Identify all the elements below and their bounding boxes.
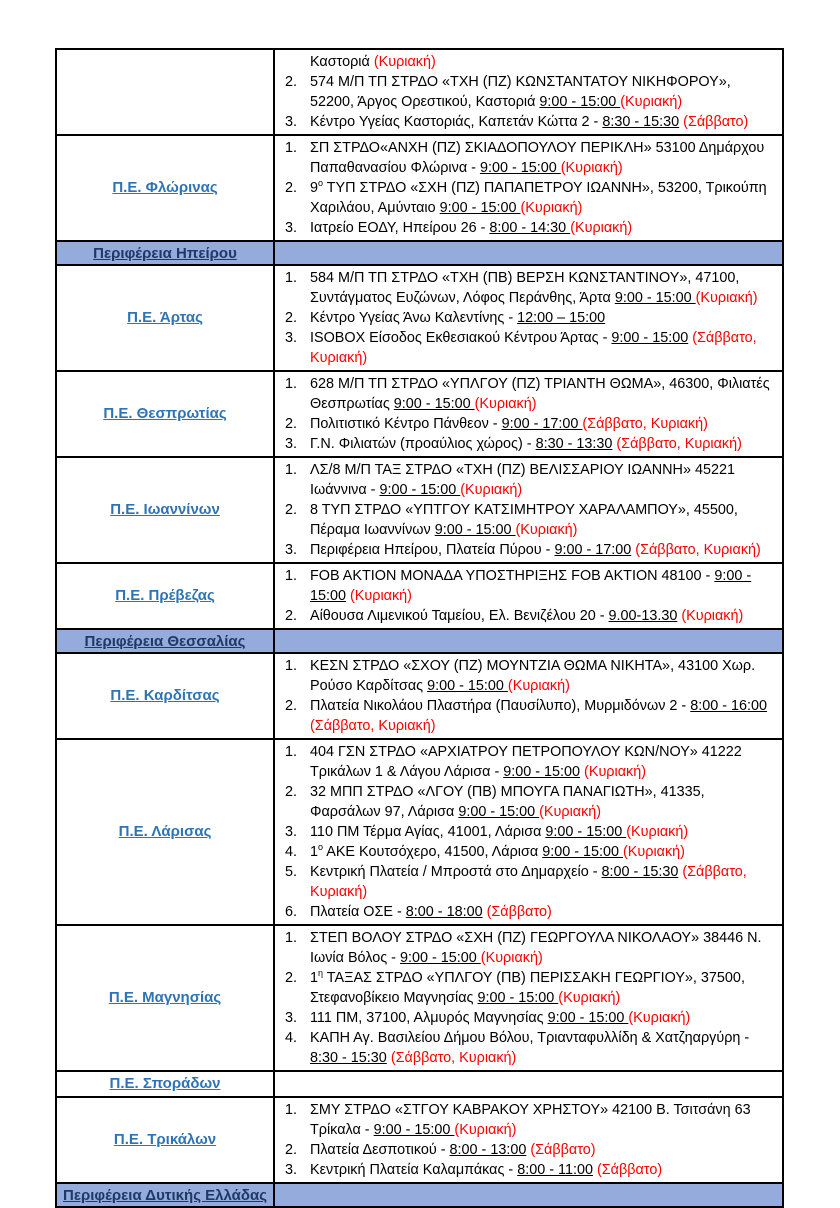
region-link[interactable]: Π.Ε. Καρδίτσας: [110, 687, 220, 704]
item-text: Γ.Ν. Φιλιατών (προαύλιος χώρος) - 8:30 - 13:30 (Σάββατο, Κυριακή): [310, 436, 742, 452]
locations-cell: [274, 371, 783, 457]
item-text: Περιφέρεια Ηπείρου, Πλατεία Πύρου - 9:00 - 17:00 (Σάββατο, Κυριακή): [310, 542, 761, 558]
location-item: [285, 414, 774, 434]
region-link[interactable]: Π.Ε. Μαγνησίας: [108, 989, 222, 1006]
item-number: 2.: [285, 608, 298, 624]
locations-cell: [274, 1071, 783, 1097]
region-cell: [56, 1097, 274, 1183]
region-link[interactable]: Π.Ε. Θεσπρωτίας: [103, 405, 227, 422]
item-text: $9^o$ ΤΥΠ ΣΤΡΔΟ «ΣΧΗ (ΠΖ) ΠΑΠΑΠΕΤΡΟΥ ΙΩΑΝΝΗ», 53200, Τρικούπη Χαριλάου, Αμύνταιο 9:00 - 15:00 (Κυριακή): [310, 178, 767, 216]
region-header-row: [56, 629, 783, 653]
item-number: 1.: [285, 140, 298, 156]
item-number: 2.: [285, 970, 298, 986]
item-number: 1.: [285, 462, 298, 478]
item-number: 1.: [285, 930, 298, 946]
entity-row: [56, 739, 783, 925]
item-number: 3.: [285, 542, 298, 558]
region-cell: [56, 653, 274, 739]
item-text: Πλατεία Δεσποτικού - 8:00 - 13:00 (Σάββατο): [310, 1142, 596, 1158]
region-link[interactable]: Π.Ε. Σποράδων: [109, 1075, 221, 1092]
item-number: 3.: [285, 824, 298, 840]
location-item: [285, 268, 774, 308]
item-text: ΚΕΣΝ ΣΤΡΔΟ «ΣΧΟΥ (ΠΖ) ΜΟΥΝΤΖΙΑ ΘΩΜΑ ΝΙΚΗΤΑ», 43100 Χωρ. Ρούσο Καρδίτσας 9:00 - 15:00 (Κυριακή): [310, 658, 756, 694]
table-body: [56, 49, 783, 1207]
item-number: 1.: [285, 376, 298, 392]
item-text: Κέντρο Υγείας Άνω Καλεντίνης - 12:00 – 15:00: [310, 310, 606, 326]
entity-row: [56, 371, 783, 457]
header-left-cell: [56, 1183, 274, 1207]
location-item: [285, 968, 774, 1008]
item-text: 404 ΓΣΝ ΣΤΡΔΟ «ΑΡΧΙΑΤΡΟΥ ΠΕΤΡΟΠΟΥΛΟΥ ΚΩΝ/ΝΟΥ» 41222 Τρικάλων 1 & Λάγου Λάρισα - 9:00 - 15:00 (Κυριακή): [310, 744, 742, 780]
entity-row: [56, 653, 783, 739]
location-item: [285, 656, 774, 696]
header-left-cell: [56, 629, 274, 653]
item-text: Πολιτιστικό Κέντρο Πάνθεον - 9:00 - 17:00 (Σάββατο, Κυριακή): [310, 416, 708, 432]
location-item: [285, 500, 774, 540]
location-item: [285, 112, 774, 132]
header-right-cell: [274, 241, 783, 265]
item-text: Αίθουσα Λιμενικού Ταμείου, Ελ. Βενιζέλου 20 - 9.00-13.30 (Κυριακή): [310, 608, 744, 624]
item-number: 3.: [285, 436, 298, 452]
region-link[interactable]: Π.Ε. Φλώρινας: [112, 179, 218, 196]
locations-cell: [274, 925, 783, 1071]
item-number: 2.: [285, 784, 298, 800]
item-text: FOB AKTION ΜΟΝΑΔΑ ΥΠΟΣΤΗΡΙΞΗΣ FOB AKTION 48100 - 9:00 - 15:00 (Κυριακή): [310, 568, 752, 604]
item-number: 1.: [285, 1102, 298, 1118]
location-item: [285, 1140, 774, 1160]
item-number: 2.: [285, 502, 298, 518]
item-number: 1.: [285, 744, 298, 760]
locations-cell: [274, 563, 783, 629]
header-right-cell: [274, 1183, 783, 1207]
location-item: [285, 460, 774, 500]
locations-cell: [274, 265, 783, 371]
item-number: 1.: [285, 568, 298, 584]
item-text: $1^o$ ΑΚΕ Κουτσόχερο, 41500, Λάρισα 9:00 - 15:00 (Κυριακή): [310, 842, 685, 860]
locations-cell: [274, 49, 783, 135]
item-number: 2.: [285, 1142, 298, 1158]
item-number: 2.: [285, 310, 298, 326]
item-number: [285, 52, 310, 72]
location-item: [285, 822, 774, 842]
item-number: 2.: [285, 74, 298, 90]
region-cell: [56, 49, 274, 135]
entity-row: [56, 135, 783, 241]
region-link[interactable]: Π.Ε. Λάρισας: [118, 823, 212, 840]
entity-row: [56, 1071, 783, 1097]
item-text: Καστοριά (Κυριακή): [310, 54, 436, 70]
location-item: [285, 138, 774, 178]
region-header-row: [56, 241, 783, 265]
item-text: $1^\eta$ ΤΑΞΑΣ ΣΤΡΔΟ «ΥΠΛΓΟΥ (ΠΒ) ΠΕΡΙΣΣΑΚΗ ΓΕΩΡΓΙΟΥ», 37500, Στεφανοβίκειο Μαγνησίας 9:00 - 15:00 (Κυριακή): [310, 968, 745, 1006]
item-number: 4.: [285, 844, 298, 860]
location-item: [285, 308, 774, 328]
item-text: 32 ΜΠΠ ΣΤΡΔΟ «ΛΓΟΥ (ΠΒ) ΜΠΟΥΓΑ ΠΑΝΑΓΙΩΤΗ», 41335, Φαρσάλων 97, Λάρισα 9:00 - 15:00 (Κυριακή): [310, 784, 705, 820]
item-number: 1.: [285, 270, 298, 286]
item-number: 4.: [285, 1030, 298, 1046]
entity-row: [56, 1097, 783, 1183]
item-number: 3.: [285, 220, 298, 236]
location-item: [285, 928, 774, 968]
superscript: η: [318, 968, 324, 979]
item-text: Πλατεία Νικολάου Πλαστήρα (Παυσίλυπο), Μυρμιδόνων 2 - 8:00 - 16:00 (Σάββατο, Κυριακή): [310, 698, 768, 734]
item-number: 3.: [285, 114, 298, 130]
region-link[interactable]: Π.Ε. Πρέβεζας: [115, 587, 215, 604]
header-left-cell: [56, 241, 274, 265]
location-item: [285, 1008, 774, 1028]
item-text: 111 ΠΜ, 37100, Αλμυρός Μαγνησίας 9:00 - 15:00 (Κυριακή): [310, 1010, 691, 1026]
entity-row: [56, 563, 783, 629]
locations-cell: [274, 1097, 783, 1183]
item-text: ΣΤΕΠ ΒΟΛΟΥ ΣΤΡΔΟ «ΣΧΗ (ΠΖ) ΓΕΩΡΓΟΥΛΑ ΝΙΚΟΛΑΟΥ» 38446 Ν. Ιωνία Βόλος - 9:00 - 15:00 (Κυριακή): [310, 930, 762, 966]
region-header-link[interactable]: Περιφέρεια Θεσσαλίας: [84, 632, 246, 650]
item-number: 6.: [285, 904, 298, 920]
location-item: [285, 742, 774, 782]
item-number: 1.: [285, 658, 298, 674]
entity-row: [56, 925, 783, 1071]
item-text: 110 ΠΜ Τέρμα Αγίας, 41001, Λάρισα 9:00 - 15:00 (Κυριακή): [310, 824, 689, 840]
location-item: [285, 328, 774, 368]
region-cell: [56, 457, 274, 563]
item-number: 2.: [285, 416, 298, 432]
region-header-link[interactable]: Περιφέρεια Ηπείρου: [93, 244, 237, 262]
location-item: [285, 1100, 774, 1140]
item-text: 8 ΤΥΠ ΣΤΡΔΟ «ΥΠΤΓΟΥ ΚΑΤΣΙΜΗΤΡΟΥ ΧΑΡΑΛΑΜΠΟΥ», 45500, Πέραμα Ιωαννίνων 9:00 - 15:00 (Κυριακή): [310, 502, 738, 538]
location-item: [285, 862, 774, 902]
locations-cell: [274, 739, 783, 925]
superscript: ο: [318, 842, 324, 853]
item-number: 2.: [285, 180, 298, 196]
location-item: [285, 178, 774, 218]
region-cell: [56, 1071, 274, 1097]
locations-cell: [274, 653, 783, 739]
location-item: [285, 72, 774, 112]
item-text: ΣΜΥ ΣΤΡΔΟ «ΣΤΓΟΥ ΚΑΒΡΑΚΟΥ ΧΡΗΣΤΟΥ» 42100 Β. Τσιτσάνη 63 Τρίκαλα - 9:00 - 15:00 (Κυριακή): [310, 1102, 751, 1138]
item-text: Κέντρο Υγείας Καστοριάς, Καπετάν Κώττα 2 - 8:30 - 15:30 (Σάββατο): [310, 114, 749, 130]
item-text: ΚΑΠΗ Αγ. Βασιλείου Δήμου Βόλου, Τριανταφυλλίδη & Χατζηαργύρη - 8:30 - 15:30 (Σάββατο, Κυριακή): [310, 1030, 750, 1066]
item-number: 5.: [285, 864, 298, 880]
location-item: [285, 606, 774, 626]
locations-cell: [274, 457, 783, 563]
region-header-row: [56, 1183, 783, 1207]
location-item: [285, 782, 774, 822]
item-text: 584 Μ/Π ΤΠ ΣΤΡΔΟ «ΤΧΗ (ΠΒ) ΒΕΡΣΗ ΚΩΝΣΤΑΝΤΙΝΟΥ», 47100, Συντάγματος Ευζώνων, Λόφος Περάνθης, Άρτα 9:00 - 15:00 (Κυριακή): [310, 270, 758, 306]
region-cell: [56, 135, 274, 241]
region-cell: [56, 371, 274, 457]
location-item: [285, 218, 774, 238]
location-item: [285, 374, 774, 414]
region-link[interactable]: Π.Ε. Τρικάλων: [113, 1131, 217, 1148]
regional-locations-table: [55, 48, 784, 1208]
item-number: 3.: [285, 1162, 298, 1178]
locations-cell: [274, 135, 783, 241]
superscript: ο: [318, 178, 324, 189]
item-text: Κεντρική Πλατεία Καλαμπάκας - 8:00 - 11:00 (Σάββατο): [310, 1162, 663, 1178]
item-text: Ιατρείο ΕΟΔΥ, Ηπείρου 26 - 8:00 - 14:30 (Κυριακή): [310, 220, 633, 236]
region-cell: [56, 925, 274, 1071]
region-link[interactable]: Π.Ε. Ιωαννίνων: [110, 501, 220, 518]
region-link[interactable]: Π.Ε. Άρτας: [127, 309, 203, 326]
location-item: [285, 540, 774, 560]
item-text: ΛΣ/8 Μ/Π ΤΑΞ ΣΤΡΔΟ «ΤΧΗ (ΠΖ) ΒΕΛΙΣΣΑΡΙΟΥ ΙΩΑΝΝΗ» 45221 Ιωάννινα - 9:00 - 15:00 (Κυριακή): [310, 462, 735, 498]
location-item: [285, 566, 774, 606]
item-text: 628 Μ/Π ΤΠ ΣΤΡΔΟ «ΥΠΛΓΟΥ (ΠΖ) ΤΡΙΑΝΤΗ ΘΩΜΑ», 46300, Φιλιατές Θεσπρωτίας 9:00 - 15:00 (Κυριακή): [310, 376, 770, 412]
item-text: ISOBOX Είσοδος Εκθεσιακού Κέντρου Άρτας - 9:00 - 15:00 (Σάββατο, Κυριακή): [310, 330, 757, 366]
location-item: [285, 434, 774, 454]
location-item: [285, 1160, 774, 1180]
location-item: [285, 696, 774, 736]
entity-row: [56, 457, 783, 563]
location-item: [285, 1028, 774, 1068]
item-number: 2.: [285, 698, 298, 714]
item-text: 574 Μ/Π ΤΠ ΣΤΡΔΟ «ΤΧΗ (ΠΖ) ΚΩΝΣΤΑΝΤΑΤΟΥ ΝΙΚΗΦΟΡΟΥ», 52200, Άργος Ορεστικού, Καστοριά 9:00 - 15:00 (Κυριακή): [310, 74, 731, 110]
location-item: [285, 842, 774, 862]
entity-row: [56, 265, 783, 371]
location-item: [285, 902, 774, 922]
entity-row: [56, 49, 783, 135]
header-right-cell: [274, 629, 783, 653]
item-text: Κεντρική Πλατεία / Μπροστά στο Δημαρχείο - 8:00 - 15:30 (Σάββατο, Κυριακή): [310, 864, 747, 900]
region-cell: [56, 563, 274, 629]
item-number: 3.: [285, 1010, 298, 1026]
region-cell: [56, 739, 274, 925]
item-number: 3.: [285, 330, 298, 346]
item-text: ΣΠ ΣΤΡΔΟ«ΑΝΧΗ (ΠΖ) ΣΚΙΑΔΟΠΟΥΛΟΥ ΠΕΡΙΚΛΗ» 53100 Δημάρχου Παπαθανασίου Φλώρινα - 9:00 - 15:00 (Κυριακή): [310, 140, 765, 176]
location-item: [285, 52, 774, 72]
region-cell: [56, 265, 274, 371]
region-header-link[interactable]: Περιφέρεια Δυτικής Ελλάδας: [63, 1186, 268, 1204]
item-text: Πλατεία ΟΣΕ - 8:00 - 18:00 (Σάββατο): [310, 904, 552, 920]
